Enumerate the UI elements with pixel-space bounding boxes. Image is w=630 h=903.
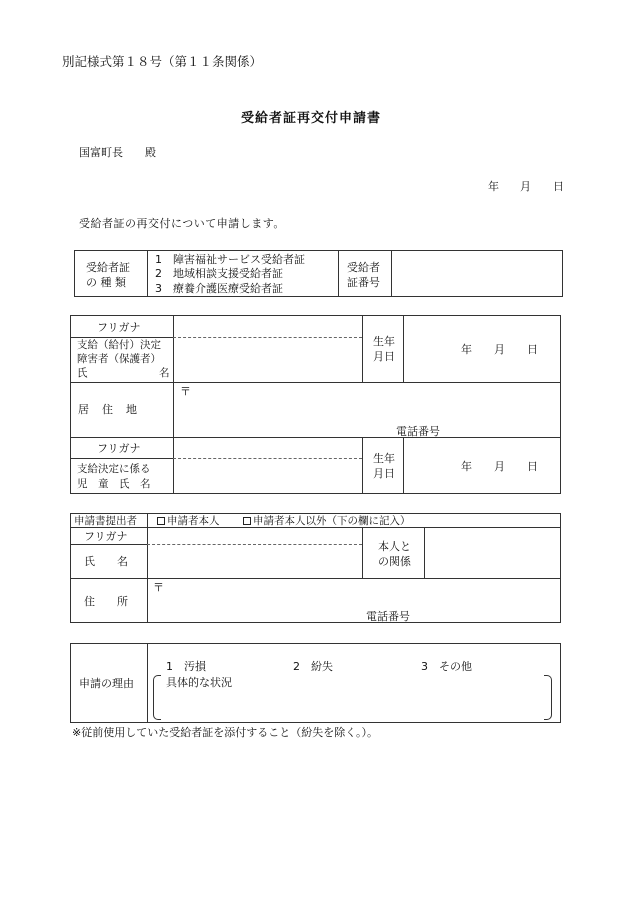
certificate-type-label: 受給者証 — [86, 261, 130, 274]
person-name-field[interactable] — [175, 339, 360, 381]
submitter-address-field[interactable] — [165, 580, 558, 609]
submitter-address-label: 住 所 — [84, 595, 128, 608]
checkbox-icon — [157, 517, 165, 525]
postal-mark: 〒 — [180, 385, 191, 398]
option-other-checkbox[interactable] — [243, 516, 411, 527]
option-self-label: 申請者本人 — [167, 515, 220, 527]
person-furigana-field[interactable] — [175, 317, 360, 336]
addressee: 国富町長 殿 — [79, 146, 156, 159]
intro-text: 受給者証の再交付について申請します。 — [79, 217, 285, 230]
address-label: 居 住 地 — [78, 403, 138, 416]
person-label-line3b: 名 — [159, 367, 170, 379]
bracket-right-icon — [544, 675, 552, 720]
option-other-label: 申請者本人以外（下の欄に記入） — [253, 515, 411, 527]
reason-option-2[interactable]: 2 紛失 — [293, 660, 333, 673]
person-label-line1: 支給（給付）決定 — [77, 339, 161, 351]
submitter-phone-label: 電話番号 — [366, 610, 410, 623]
reason-label: 申請の理由 — [79, 677, 134, 690]
footnote: ※従前使用していた受給者証を添付すること（紛失を除く。）。 — [72, 726, 378, 739]
reason-option-3[interactable]: 3 その他 — [421, 660, 472, 673]
relation-field[interactable] — [426, 529, 559, 577]
bracket-left-icon — [153, 675, 161, 720]
child-birth-month-label: 月 — [494, 460, 505, 473]
submitter-furigana-field[interactable] — [149, 529, 360, 543]
child-birth-label-2: 月日 — [373, 467, 395, 480]
birth-day-label: 日 — [527, 343, 538, 356]
child-furigana-label: フリガナ — [97, 442, 141, 455]
submitter-label: 申請書提出者 — [74, 515, 137, 527]
birth-label-2: 月日 — [373, 350, 395, 363]
submitter-name-label: 氏 名 — [84, 555, 128, 568]
person-label-line3a: 氏 — [77, 367, 88, 379]
child-birth-year-label: 年 — [461, 460, 472, 473]
birth-label: 生年 — [373, 335, 395, 348]
submitter-postal-mark: 〒 — [153, 581, 164, 594]
child-birth-label: 生年 — [373, 452, 395, 465]
form-code: 別記様式第１８号（第１１条関係） — [62, 54, 263, 69]
date-day-label: 日 — [553, 180, 564, 193]
birth-year-label: 年 — [461, 343, 472, 356]
certificate-type-label-2: の 種 類 — [86, 276, 126, 289]
certificate-number-field[interactable] — [393, 252, 561, 295]
option-self-checkbox[interactable] — [157, 516, 220, 527]
certificate-option-1: 1 障害福祉サービス受給者証 — [155, 253, 305, 266]
detail-label: 具体的な状況 — [166, 676, 232, 689]
date-month-label: 月 — [520, 180, 531, 193]
submitter-furigana-label: フリガナ — [84, 530, 128, 543]
submitter-name-field[interactable] — [149, 546, 360, 577]
relation-label-2: の関係 — [378, 555, 411, 568]
child-label-line2: 児 童 氏 名 — [77, 478, 151, 490]
birth-month-label: 月 — [494, 343, 505, 356]
furigana-label: フリガナ — [97, 321, 141, 334]
relation-label: 本人と — [378, 540, 411, 553]
phone-label: 電話番号 — [396, 425, 440, 438]
address-field[interactable] — [192, 384, 558, 424]
date-year-label: 年 — [488, 180, 499, 193]
certificate-number-label-2: 証番号 — [347, 276, 380, 289]
child-furigana-field[interactable] — [175, 439, 360, 457]
certificate-option-2: 2 地域相談支援受給者証 — [155, 267, 283, 280]
certificate-number-label: 受給者 — [347, 261, 380, 274]
checkbox-icon — [243, 517, 251, 525]
detail-field[interactable] — [162, 690, 540, 718]
child-label-line1: 支給決定に係る — [77, 463, 151, 475]
certificate-option-3: 3 療養介護医療受給者証 — [155, 282, 283, 295]
person-label-line2: 障害者（保護者） — [77, 353, 161, 365]
page-title: 受給者証再交付申請書 — [241, 111, 382, 126]
child-name-field[interactable] — [175, 460, 360, 493]
child-birth-day-label: 日 — [527, 460, 538, 473]
reason-option-1[interactable]: 1 汚損 — [166, 660, 206, 673]
